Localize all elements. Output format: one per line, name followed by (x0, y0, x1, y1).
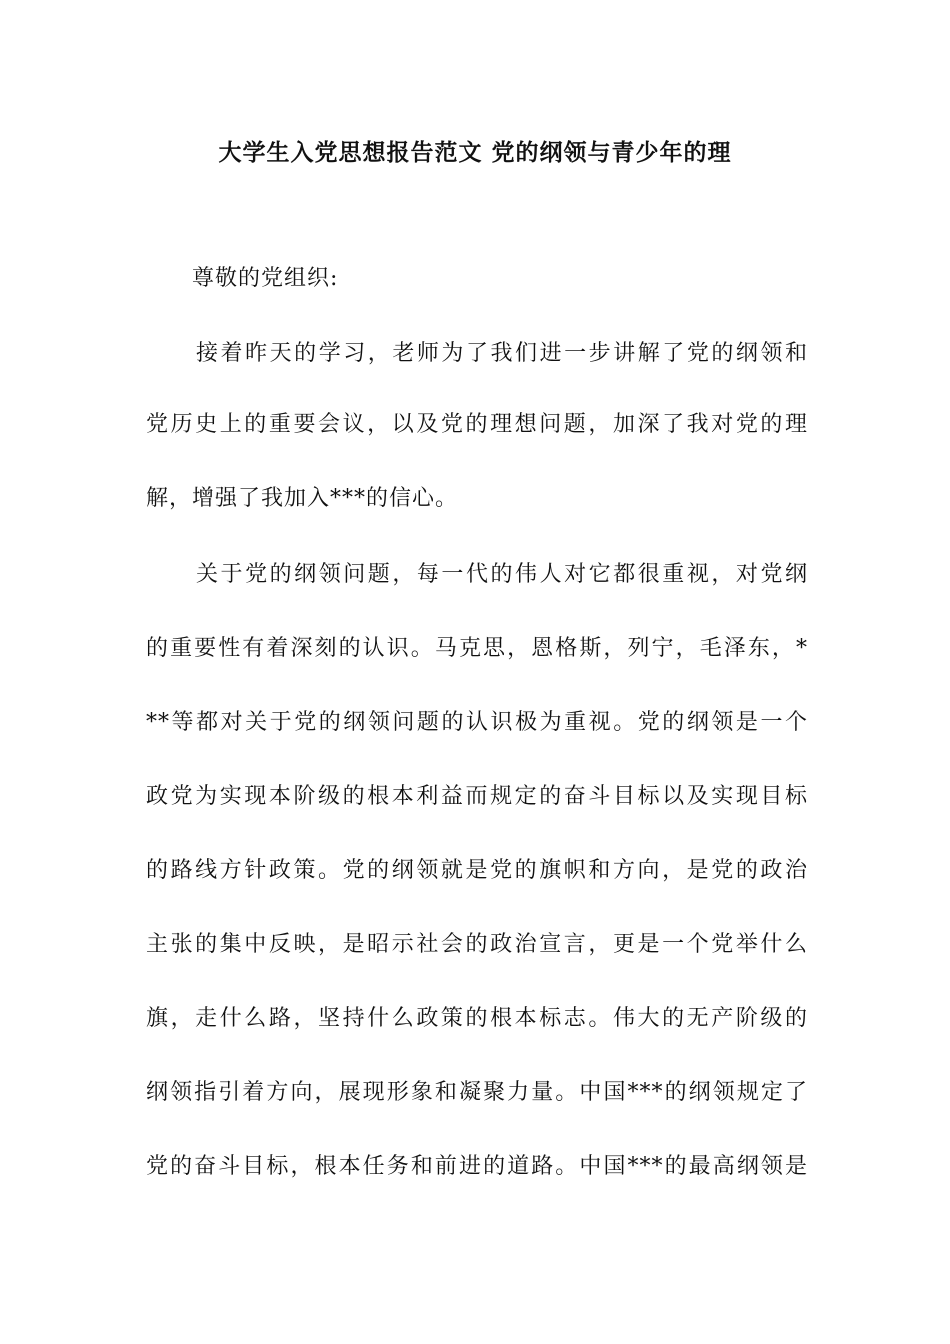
paragraph-line: 旗，走什么路，坚持什么政策的根本标志。伟大的无产阶级的 (146, 1006, 808, 1031)
paragraph-line: 政党为实现本阶级的根本利益而规定的奋斗目标以及实现目标 (146, 784, 808, 809)
paragraph-line: 解，增强了我加入***的信心。 (146, 486, 459, 511)
paragraph-line: 主张的集中反映，是昭示社会的政治宣言，更是一个党举什么 (146, 932, 808, 957)
salutation: 尊敬的党组织: (192, 266, 339, 291)
paragraph-line: **等都对关于党的纲领问题的认识极为重视。党的纲领是一个 (146, 710, 808, 735)
paragraph-line: 党的奋斗目标，根本任务和前进的道路。中国***的最高纲领是 (146, 1154, 808, 1179)
paragraph-line: 关于党的纲领问题，每一代的伟人对它都很重视，对党纲 (196, 562, 808, 587)
paragraph-line: 纲领指引着方向，展现形象和凝聚力量。中国***的纲领规定了 (146, 1080, 808, 1105)
document-title: 大学生入党思想报告范文 党的纲领与青少年的理 (218, 140, 732, 166)
paragraph-line: 接着昨天的学习，老师为了我们进一步讲解了党的纲领和 (196, 341, 808, 366)
paragraph-line: 的重要性有着深刻的认识。马克思，恩格斯，列宁，毛泽东，* (146, 636, 808, 661)
paragraph-line: 党历史上的重要会议，以及党的理想问题，加深了我对党的理 (146, 412, 808, 437)
paragraph-line: 的路线方针政策。党的纲领就是党的旗帜和方向，是党的政治 (146, 858, 808, 883)
